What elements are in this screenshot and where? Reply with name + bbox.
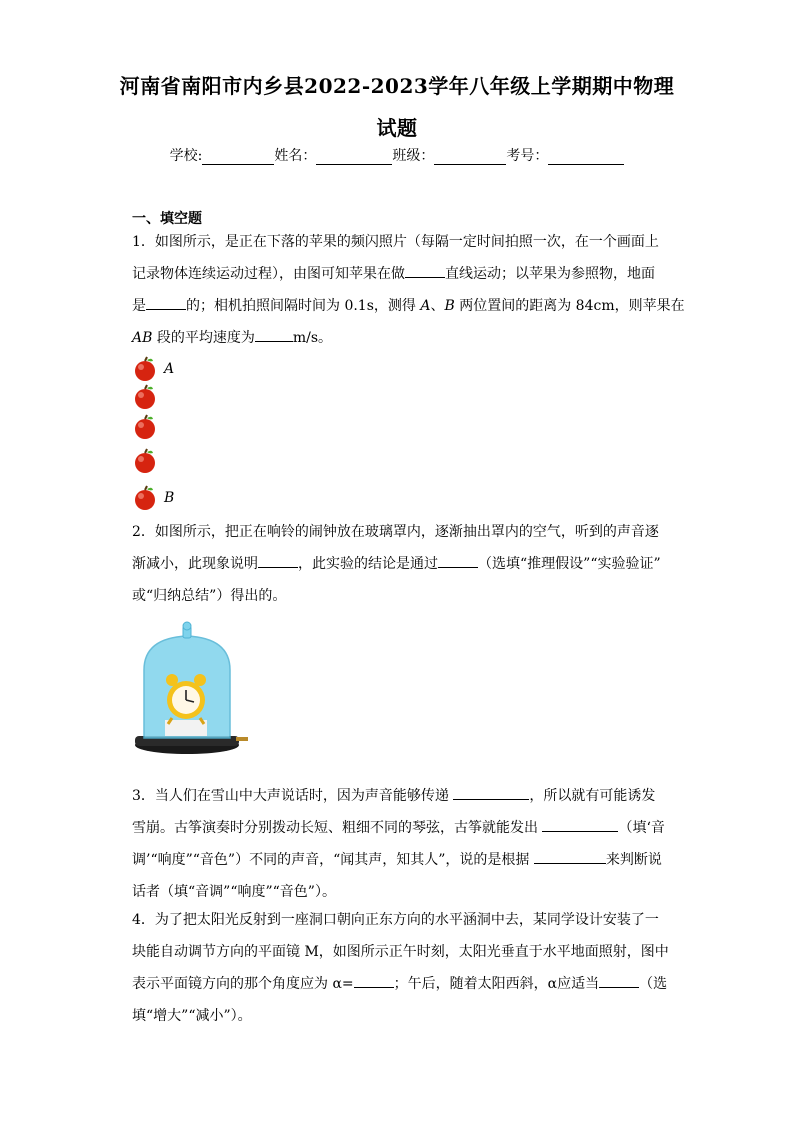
apple-icon	[132, 485, 158, 511]
q3-text: 雪崩。古筝演奏时分别拨动长短、粗细不同的琴弦，古筝就能发出	[132, 820, 543, 836]
q1-point-b: B	[444, 298, 455, 314]
q3-text: （填‘音	[618, 820, 665, 836]
q3-line2	[132, 812, 664, 844]
student-info	[0, 145, 794, 165]
apple-icon	[132, 448, 158, 474]
apple-figure-row	[132, 414, 158, 442]
question-3	[132, 780, 664, 908]
school-blank	[202, 150, 274, 165]
q3-text: 来判断说	[605, 852, 662, 868]
q4-text: 表示平面镜方向的那个角度应为 α=	[132, 976, 354, 992]
q1-blank1	[405, 259, 445, 278]
q2-text: （选填“推理假设”“实验验证”	[478, 556, 661, 572]
q2-line2	[132, 548, 664, 580]
number-blank	[548, 150, 624, 165]
apple-figure-row	[132, 485, 174, 513]
q3-line3	[132, 844, 664, 876]
q2-blank2	[438, 549, 478, 568]
class-label: 班级：	[392, 148, 435, 164]
q1-text: 、	[430, 298, 445, 314]
q4-blank1	[354, 969, 394, 988]
q1-text: 直线运动；以苹果为参照物，地面	[445, 266, 655, 282]
q1-text: m/s。	[292, 330, 333, 346]
class-blank	[434, 150, 506, 165]
q1-segment: AB	[132, 330, 153, 346]
apple-figure-row	[132, 448, 158, 476]
q1-blank2	[146, 291, 186, 310]
school-label: 学校:	[169, 148, 203, 164]
q2-blank1	[258, 549, 298, 568]
q1-text: 的；相机拍照间隔时间为 0.1s，测得	[186, 298, 421, 314]
q1-line3	[132, 290, 685, 322]
q3-text: 3．当人们在雪山中大声说话时，因为声音能够传递	[132, 788, 454, 804]
q4-line4: 填“增大”“减小”）。	[132, 1008, 252, 1024]
name-blank	[316, 150, 392, 165]
page-title-line2: 试题	[376, 116, 418, 140]
number-label: 考号：	[506, 148, 549, 164]
q3-text: ，所以就有可能诱发	[529, 788, 656, 804]
page-title: 河南省南阳市内乡县2022-2023学年八年级上学期期中物理	[119, 74, 675, 98]
q3-blank1	[453, 781, 529, 800]
q3-blank2	[542, 813, 618, 832]
q3-line4: 话者（填“音调”“响度”“音色”）。	[132, 884, 336, 900]
q4-line2: 块能自动调节方向的平面镜 M，如图所示正午时刻，太阳光垂直于水平地面照射，图中	[132, 944, 669, 960]
q3-blank3	[534, 845, 606, 864]
q1-text: 记录物体连续运动过程），由图可知苹果在做	[132, 266, 405, 282]
q2-text: ，此实验的结论是通过	[298, 556, 438, 572]
q2-text: 渐减小，此现象说明	[132, 556, 258, 572]
q1-text: 段的平均速度为	[152, 330, 255, 346]
q1-text: 两位置间的距离为 84cm，则苹果在	[454, 298, 685, 314]
q1-point-a: A	[420, 298, 431, 314]
bell-jar-alarm-clock-image	[132, 620, 252, 760]
apple-label-a: A	[164, 361, 175, 377]
q4-line1: 4．为了把太阳光反射到一座洞口朝向正东方向的水平涵洞中去，某同学设计安装了一	[132, 912, 659, 928]
apple-figure-row	[132, 356, 174, 384]
q1-line2	[132, 258, 664, 290]
apple-figure-row	[132, 384, 158, 412]
q4-blank2	[599, 969, 639, 988]
question-4	[132, 904, 669, 1032]
q4-text: ；午后，随着太阳西斜，α应适当	[393, 976, 600, 992]
apple-icon	[132, 384, 158, 410]
q4-text: （选	[639, 976, 668, 992]
q3-text: 调’“响度”“音色”）不同的声音，“闻其声，知其人”，说的是根据	[132, 852, 534, 868]
section-heading: 一、填空题	[132, 211, 202, 227]
apple-label-b: B	[164, 490, 175, 506]
name-label: 姓名：	[274, 148, 317, 164]
q2-line1: 2．如图所示，把正在响铃的闹钟放在玻璃罩内，逐渐抽出罩内的空气，听到的声音逐	[132, 524, 659, 540]
q3-line1	[132, 780, 664, 812]
question-2	[132, 516, 664, 612]
q1-line1: 1．如图所示，是正在下落的苹果的频闪照片（每隔一定时间拍照一次，在一个画面上	[132, 234, 659, 250]
q1-text: 是	[132, 298, 146, 314]
question-1	[132, 226, 685, 354]
q1-blank3	[255, 323, 293, 342]
q1-line4	[132, 322, 664, 354]
apple-icon	[132, 356, 158, 382]
q2-line3: 或“归纳总结”）得出的。	[132, 588, 287, 604]
apple-icon	[132, 414, 158, 440]
q4-line3	[132, 968, 668, 1000]
